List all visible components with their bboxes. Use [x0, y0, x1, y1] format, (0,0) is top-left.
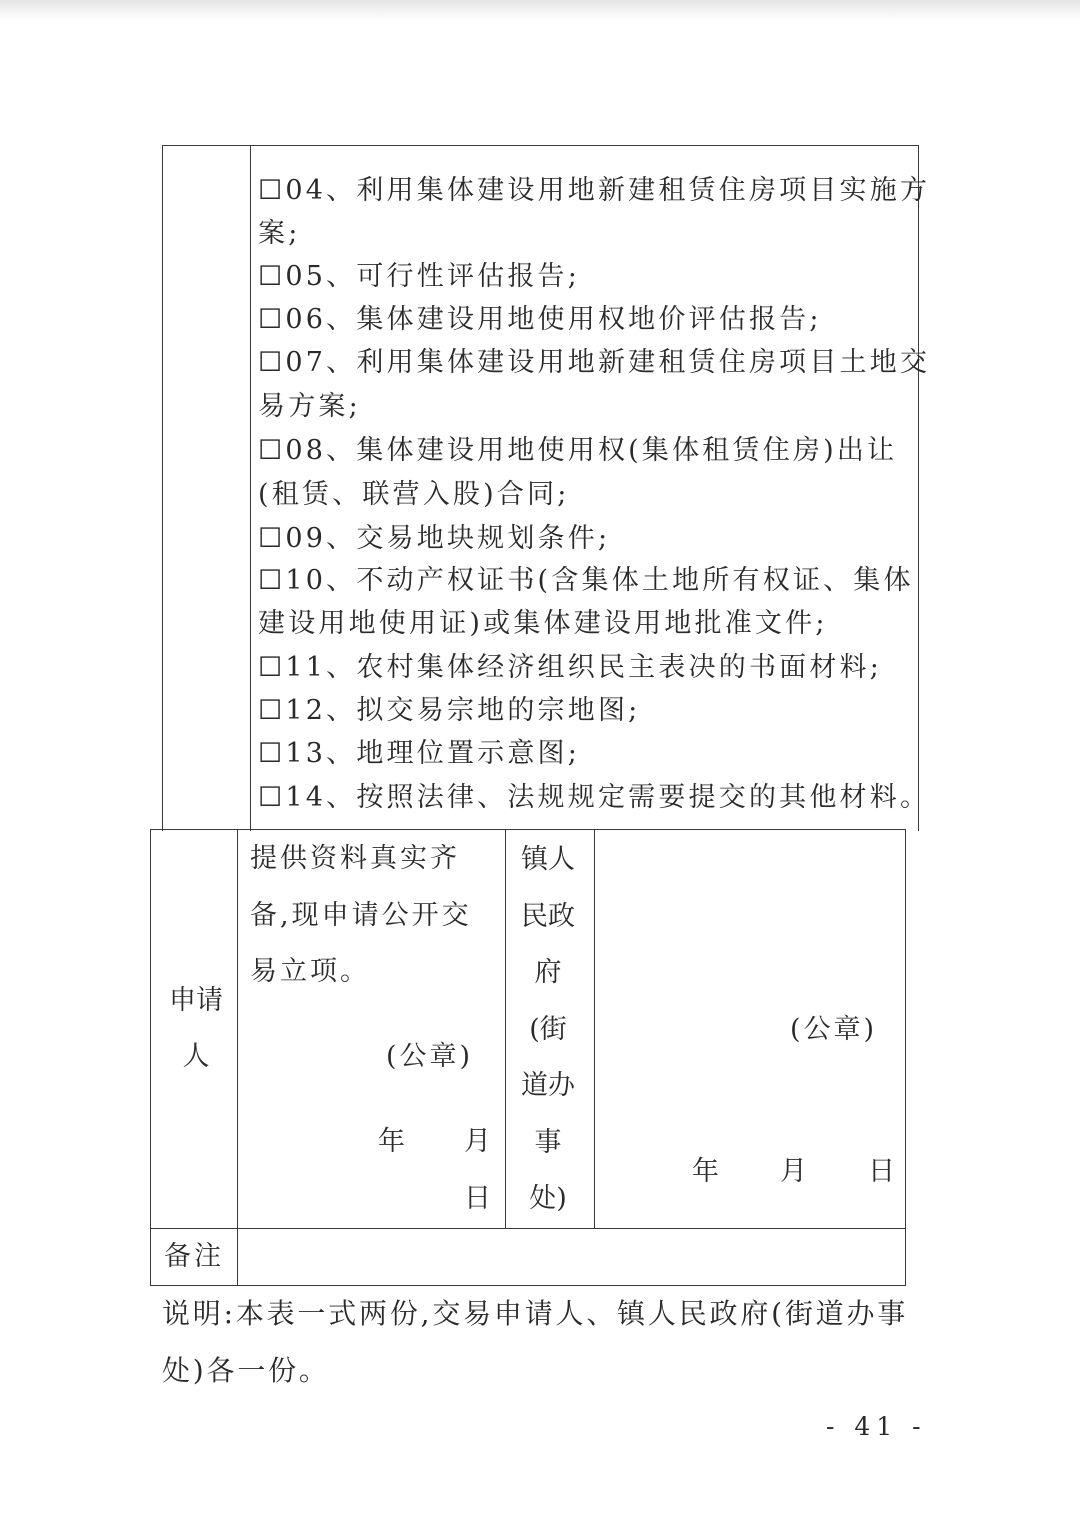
- note-line: 处)各一份。: [162, 1354, 330, 1387]
- remarks-row-divider: [150, 1228, 906, 1229]
- material-item: ☐05、可行性评估报告;: [258, 261, 581, 292]
- material-item: ☐06、集体建设用地使用权地价评估报告;: [258, 304, 822, 335]
- applicant-statement-line: 备,现申请公开交: [250, 900, 472, 931]
- government-label-divider: [594, 829, 595, 1228]
- government-date-day: 日: [868, 1156, 898, 1187]
- government-date-year: 年: [692, 1156, 722, 1187]
- material-item: ☐10、不动产权证书(含集体土地所有权证、集体: [258, 565, 914, 596]
- applicant-statement-line: 易立项。: [250, 956, 370, 987]
- material-item: ☐11、农村集体经济组织民主表决的书面材料;: [258, 652, 883, 683]
- material-item: ☐04、利用集体建设用地新建租赁住房项目实施方: [258, 175, 931, 206]
- applicant-date-month: 月: [464, 1126, 494, 1157]
- material-item: ☐07、利用集体建设用地新建租赁住房项目土地交: [258, 347, 931, 378]
- label-column-divider: [237, 829, 238, 1286]
- applicant-date-day: 日: [464, 1183, 494, 1214]
- applicant-date-year: 年: [378, 1126, 408, 1157]
- applicant-column-divider: [505, 829, 506, 1228]
- page-number: - 41 -: [826, 1412, 927, 1441]
- government-label: 镇人民政府(街道办事处): [521, 844, 575, 1214]
- material-item: ☐12、拟交易宗地的宗地图;: [258, 695, 641, 726]
- material-item: 易方案;: [258, 391, 361, 422]
- applicant-label: 申请人: [169, 985, 223, 1072]
- materials-left-column-divider: [250, 145, 251, 831]
- remarks-label: 备注: [164, 1241, 224, 1272]
- material-item: 案;: [258, 218, 301, 249]
- government-seal: (公章): [790, 1014, 878, 1045]
- material-item: ☐13、地理位置示意图;: [258, 738, 581, 769]
- material-item: 建设用地使用证)或集体建设用地批准文件;: [258, 608, 828, 639]
- government-date-month: 月: [780, 1156, 810, 1187]
- material-item: ☐08、集体建设用地使用权(集体租赁住房)出让: [258, 435, 898, 466]
- material-item: ☐09、交易地块规划条件;: [258, 523, 611, 554]
- material-item: ☐14、按照法律、法规规定需要提交的其他材料。: [258, 782, 931, 813]
- scan-edge: [0, 0, 1080, 22]
- applicant-seal: (公章): [386, 1041, 474, 1072]
- applicant-statement-line: 提供资料真实齐: [250, 843, 460, 874]
- material-item: (租赁、联营入股)合同;: [258, 479, 570, 510]
- note-line: 说明:本表一式两份,交易申请人、镇人民政府(街道办事: [162, 1297, 909, 1330]
